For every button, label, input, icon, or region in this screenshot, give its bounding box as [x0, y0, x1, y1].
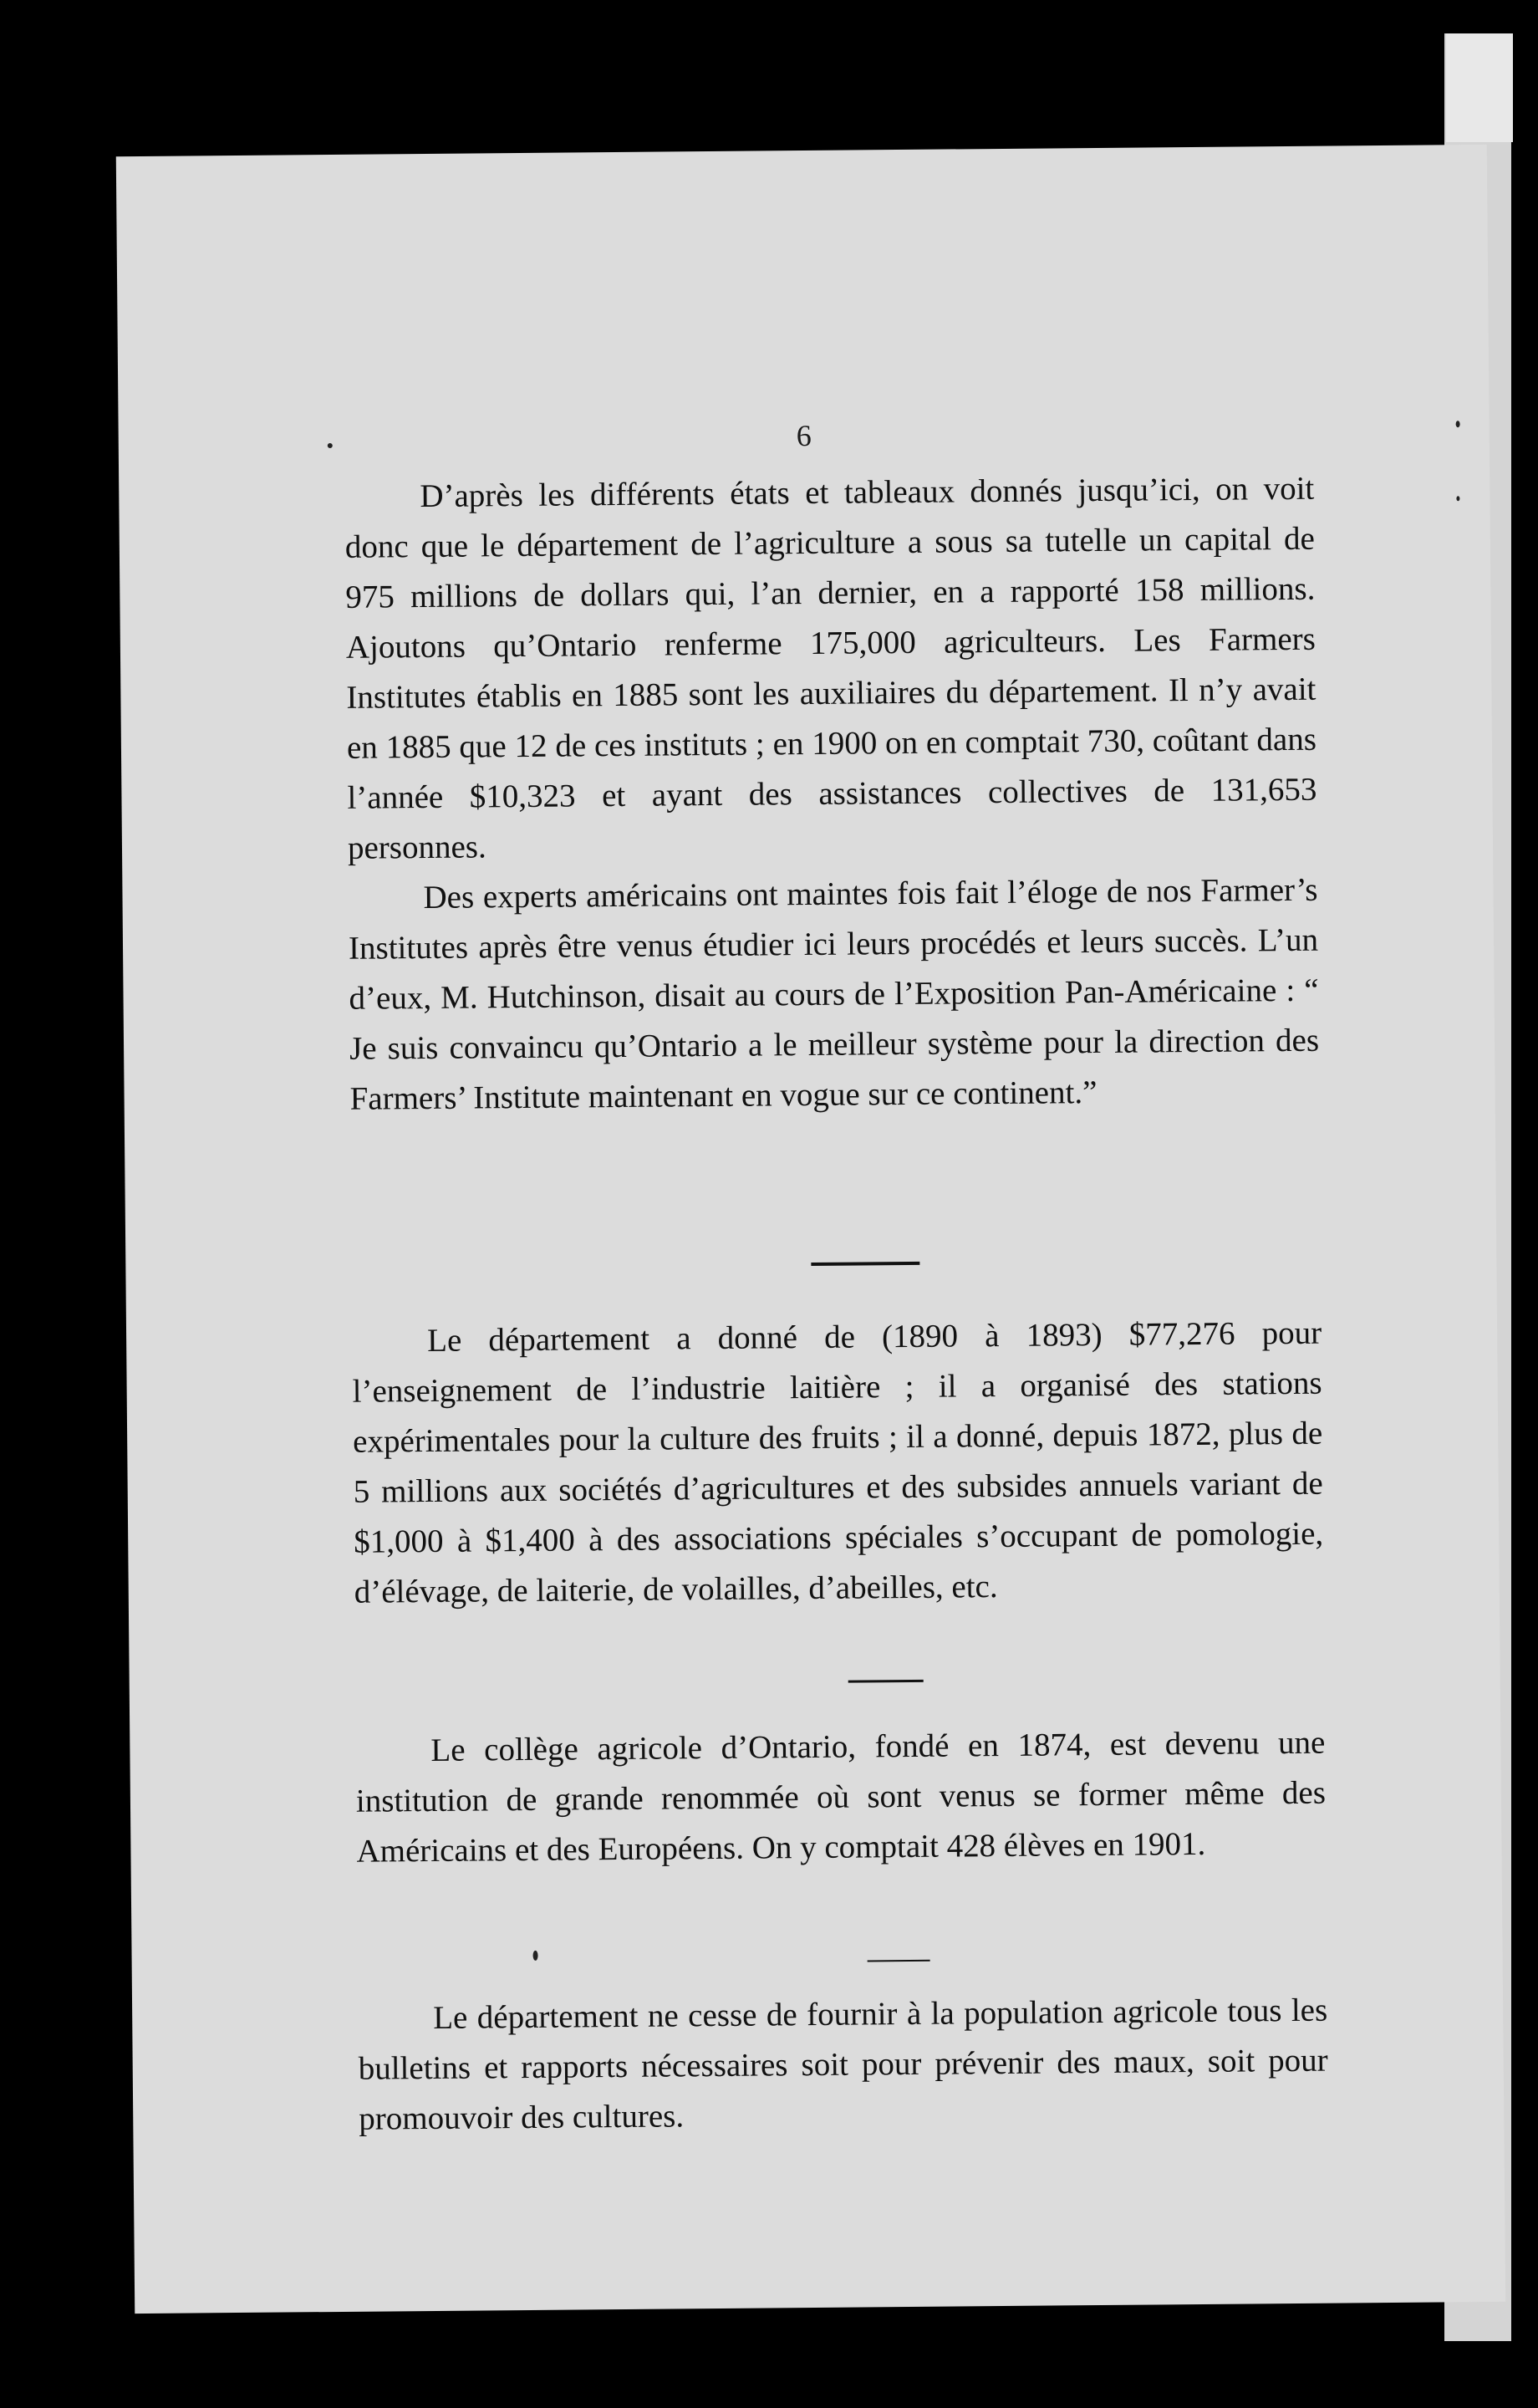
- text-section-bulletins: [358, 1986, 1329, 2145]
- document-page: [116, 145, 1505, 2314]
- section-divider: [848, 1680, 924, 1683]
- scan-speck: [533, 1951, 538, 1961]
- paragraph-agricultural-college: Le collège agricole d’Ontario, fondé en 1874, est devenu une institution de grande renommée où sont venus se former même des Américains et des Européens. On y comptait 428 élèves en 1901.: [355, 1724, 1327, 1870]
- adjacent-page-edge-highlight: [1446, 33, 1513, 142]
- scan-speck: [1456, 496, 1459, 501]
- paragraph-bulletins: Le département ne cesse de fournir à la population agricole tous les bulletins et rapports nécessaires soit pour prévenir des maux, soit pour promouvoir des cultures.: [358, 1992, 1328, 2137]
- text-section-institutes: [344, 464, 1320, 1125]
- paragraph-dairy-subsidies: Le département a donné de (1890 à 1893) $77,276 pour l’enseignement de l’industrie laitière ; il a organisé des stations expérimentales pour la culture des fruits ; il a donné, depuis 1872, plus de 5 millions aux sociétés d’agricultures et des subsides annuels variant de $1,000 à $1,400 à des associations spéciales s’occupant de pomologie, d’élévage, de laiterie, de volailles, d’abeilles, etc.: [352, 1314, 1324, 1610]
- paragraph-capital-institutes: D’après les différents états et tableaux donnés jusqu’ici, on voit donc que le département de l’agriculture a sous sa tutelle un capital de 975 millions de dollars qui, l’an dernier, en a rapporté 158 millions. Ajoutons qu’Ontario renferme 175,000 agriculteurs. Les Farmers Institutes établis en 1885 sont les auxiliaires du département. Il n’y avait en 1885 que 12 de ces instituts ; en 1900 on en comptait 730, coûtant dans l’année $10,323 et ayant des assistances collectives de 131,653 personnes.: [344, 470, 1317, 866]
- page-number: 6: [796, 418, 812, 453]
- section-divider: [811, 1262, 919, 1266]
- paragraph-american-experts: Des experts américains ont maintes fois fait l’éloge de nos Farmer’s Institutes après être venus étudier ici leurs procédés et leurs succès. L’un d’eux, M. Hutchinson, disait au cours de l’Exposition Pan-Américaine : “ Je suis convaincu qu’Ontario a le meilleur système pour la direction des Farmers’ Institute maintenant en vogue sur ce continent.”: [348, 871, 1320, 1117]
- text-section-college: [355, 1718, 1327, 1877]
- scan-speck: [1456, 421, 1460, 427]
- scan-speck: [328, 443, 333, 448]
- section-divider: [868, 1960, 930, 1962]
- text-section-subsidies: [352, 1309, 1324, 1618]
